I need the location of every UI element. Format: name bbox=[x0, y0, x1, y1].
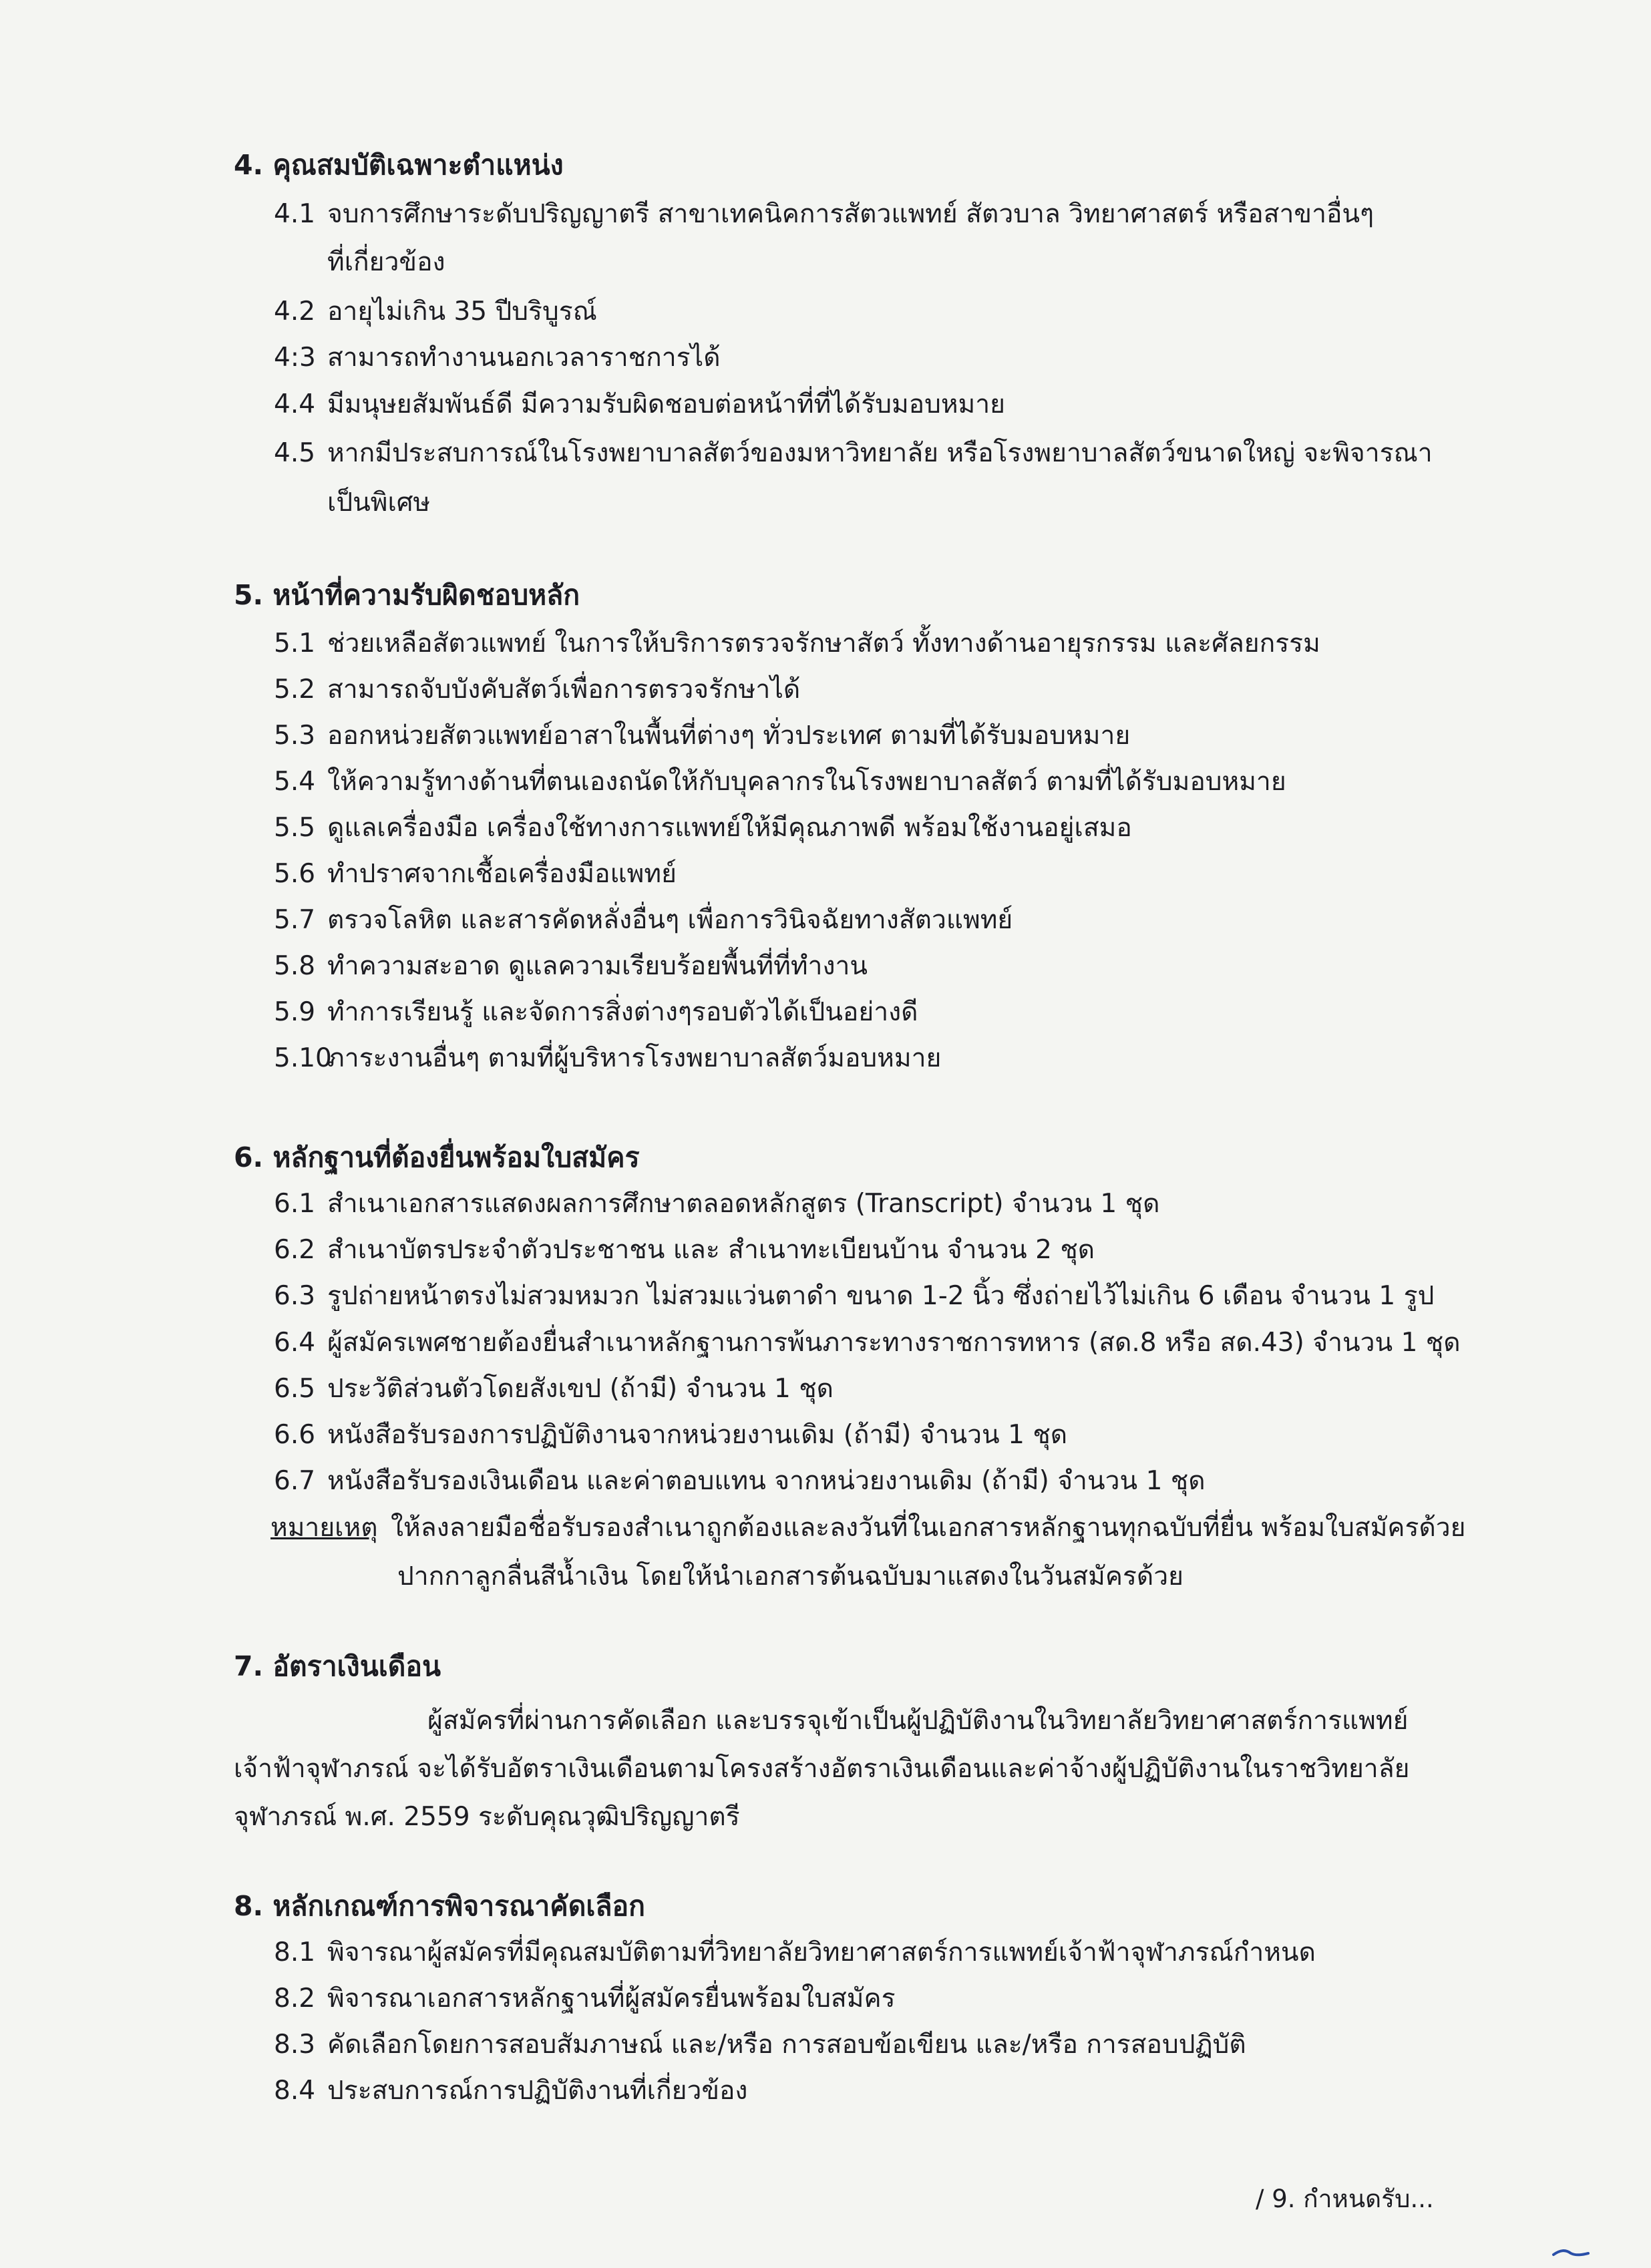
item-number: 4.5 bbox=[274, 438, 316, 468]
item-text: หนังสือรับรองการปฏิบัติงานจากหน่วยงานเดิม (ถ้ามี) จำนวน 1 ชุด bbox=[327, 1420, 1068, 1450]
item-number: 6.6 bbox=[274, 1420, 316, 1450]
note-text: ให้ลงลายมือชื่อรับรองสำเนาถูกต้องและลงวันที่ในเอกสารหลักฐานทุกฉบับที่ยื่น พร้อมใบสมัครด้วย bbox=[391, 1513, 1466, 1543]
section-6-heading: 6. หลักฐานที่ต้องยื่นพร้อมใบสมัคร bbox=[234, 1141, 640, 1173]
item-text: สามารถทำงานนอกเวลาราชการได้ bbox=[327, 343, 721, 373]
item-text: มีมนุษยสัมพันธ์ดี มีความรับผิดชอบต่อหน้าที่ที่ได้รับมอบหมาย bbox=[327, 389, 1006, 419]
item-text: ภาระงานอื่นๆ ตามที่ผู้บริหารโรงพยาบาลสัตว์มอบหมาย bbox=[327, 1043, 942, 1073]
section-8-heading: 8. หลักเกณฑ์การพิจารณาคัดเลือก bbox=[234, 1890, 645, 1922]
item-number: 5.10 bbox=[274, 1043, 332, 1073]
item-number: 8.4 bbox=[274, 2076, 316, 2106]
item-number: 5.3 bbox=[274, 721, 316, 751]
item-number: 5.9 bbox=[274, 997, 316, 1027]
item-number: 4:3 bbox=[274, 343, 316, 373]
item-number: 6.5 bbox=[274, 1374, 316, 1404]
salary-paragraph-line: เจ้าฟ้าจุฬาภรณ์ จะได้รับอัตราเงินเดือนตามโครงสร้างอัตราเงินเดือนและค่าจ้างผู้ปฏิบัติงานในราชวิทยาลัย bbox=[234, 1754, 1410, 1784]
note-text-continuation: ปากกาลูกลื่นสีน้ำเงิน โดยให้นำเอกสารต้นฉบับมาแสดงในวันสมัครด้วย bbox=[397, 1561, 1183, 1591]
item-text: ประสบการณ์การปฏิบัติงานที่เกี่ยวข้อง bbox=[327, 2076, 748, 2106]
item-text: ประวัติส่วนตัวโดยสังเขป (ถ้ามี) จำนวน 1 ชุด bbox=[327, 1374, 834, 1404]
item-number: 5.8 bbox=[274, 951, 316, 981]
section-7-heading: 7. อัตราเงินเดือน bbox=[234, 1650, 441, 1682]
item-number: 6.3 bbox=[274, 1281, 316, 1311]
item-number: 5.4 bbox=[274, 767, 316, 797]
item-text: ช่วยเหลือสัตวแพทย์ ในการให้บริการตรวจรักษาสัตว์ ทั้งทางด้านอายุรกรรม และศัลยกรรม bbox=[327, 628, 1320, 658]
item-text: ให้ความรู้ทางด้านที่ตนเองถนัดให้กับบุคลากรในโรงพยาบาลสัตว์ ตามที่ได้รับมอบหมาย bbox=[327, 767, 1286, 797]
item-number: 4.1 bbox=[274, 199, 316, 229]
note-label: หมายเหตุ bbox=[270, 1513, 378, 1543]
item-text: พิจารณาผู้สมัครที่มีคุณสมบัติตามที่วิทยาลัยวิทยาศาสตร์การแพทย์เจ้าฟ้าจุฬาภรณ์กำหนด bbox=[327, 1937, 1316, 1967]
page-continuation-footer: / 9. กำหนดรับ... bbox=[1256, 2185, 1434, 2213]
item-text: สำเนาเอกสารแสดงผลการศึกษาตลอดหลักสูตร (Transcript) จำนวน 1 ชุด bbox=[327, 1189, 1160, 1219]
item-number: 6.7 bbox=[274, 1466, 316, 1496]
salary-paragraph-line: จุฬาภรณ์ พ.ศ. 2559 ระดับคุณวุฒิปริญญาตรี bbox=[234, 1802, 740, 1832]
item-text: ดูแลเครื่องมือ เครื่องใช้ทางการแพทย์ให้มีคุณภาพดี พร้อมใช้งานอยู่เสมอ bbox=[327, 813, 1132, 843]
item-number: 8.3 bbox=[274, 2030, 316, 2060]
item-text: ออกหน่วยสัตวแพทย์อาสาในพื้นที่ต่างๆ ทั่วประเทศ ตามที่ได้รับมอบหมาย bbox=[327, 721, 1131, 751]
item-text: คัดเลือกโดยการสอบสัมภาษณ์ และ/หรือ การสอบข้อเขียน และ/หรือ การสอบปฏิบัติ bbox=[327, 2030, 1246, 2060]
item-text: ตรวจโลหิต และสารคัดหลั่งอื่นๆ เพื่อการวินิจฉัยทางสัตวแพทย์ bbox=[327, 905, 1013, 935]
item-number: 5.7 bbox=[274, 905, 316, 935]
item-number: 5.2 bbox=[274, 675, 316, 705]
item-number: 5.1 bbox=[274, 628, 316, 658]
item-text: สำเนาบัตรประจำตัวประชาชน และ สำเนาทะเบียนบ้าน จำนวน 2 ชุด bbox=[327, 1235, 1095, 1265]
item-text: รูปถ่ายหน้าตรงไม่สวมหมวก ไม่สวมแว่นตาดำ ขนาด 1-2 นิ้ว ซึ่งถ่ายไว้ไม่เกิน 6 เดือน จำนวน 1 รูป bbox=[327, 1281, 1435, 1311]
item-text: พิจารณาเอกสารหลักฐานที่ผู้สมัครยื่นพร้อมใบสมัคร bbox=[327, 1983, 896, 2014]
item-number: 6.4 bbox=[274, 1328, 316, 1358]
item-continuation: เป็นพิเศษ bbox=[327, 488, 431, 518]
item-text: หนังสือรับรองเงินเดือน และค่าตอบแทน จากหน่วยงานเดิม (ถ้ามี) จำนวน 1 ชุด bbox=[327, 1466, 1206, 1496]
item-number: 4.2 bbox=[274, 297, 316, 327]
item-number: 8.2 bbox=[274, 1983, 316, 2014]
item-number: 6.1 bbox=[274, 1189, 316, 1219]
item-text: อายุไม่เกิน 35 ปีบริบูรณ์ bbox=[327, 297, 597, 327]
item-number: 6.2 bbox=[274, 1235, 316, 1265]
item-text: ทำปราศจากเชื้อเครื่องมือแพทย์ bbox=[327, 859, 677, 889]
salary-paragraph-line: ผู้สมัครที่ผ่านการคัดเลือก และบรรจุเข้าเป็นผู้ปฏิบัติงานในวิทยาลัยวิทยาศาสตร์การแพทย์ bbox=[427, 1706, 1409, 1736]
pen-mark-icon bbox=[1551, 2248, 1591, 2257]
item-number: 4.4 bbox=[274, 389, 316, 419]
item-text: สามารถจับบังคับสัตว์เพื่อการตรวจรักษาได้ bbox=[327, 675, 801, 705]
item-text: หากมีประสบการณ์ในโรงพยาบาลสัตว์ของมหาวิทยาลัย หรือโรงพยาบาลสัตว์ขนาดใหญ่ จะพิจารณา bbox=[327, 438, 1433, 468]
item-text: จบการศึกษาระดับปริญญาตรี สาขาเทคนิคการสัตวแพทย์ สัตวบาล วิทยาศาสตร์ หรือสาขาอื่นๆ bbox=[327, 199, 1374, 229]
item-text: ผู้สมัครเพศชายต้องยื่นสำเนาหลักฐานการพ้นภาระทางราชการทหาร (สด.8 หรือ สด.43) จำนวน 1 ชุด bbox=[327, 1328, 1461, 1358]
section-4-heading: 4. คุณสมบัติเฉพาะตำแหน่ง bbox=[234, 149, 564, 181]
item-text: ทำความสะอาด ดูแลความเรียบร้อยพื้นที่ที่ทำงาน bbox=[327, 951, 868, 981]
item-number: 8.1 bbox=[274, 1937, 316, 1967]
item-number: 5.5 bbox=[274, 813, 316, 843]
section-5-heading: 5. หน้าที่ความรับผิดชอบหลัก bbox=[234, 579, 580, 611]
item-text: ทำการเรียนรู้ และจัดการสิ่งต่างๆรอบตัวได้เป็นอย่างดี bbox=[327, 997, 918, 1027]
item-continuation: ที่เกี่ยวข้อง bbox=[327, 247, 445, 277]
item-number: 5.6 bbox=[274, 859, 316, 889]
